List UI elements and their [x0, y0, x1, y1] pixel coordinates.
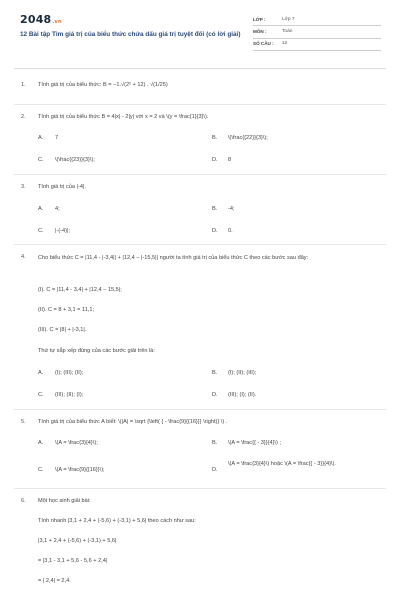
question-number: 6.	[21, 498, 26, 504]
logo-text: 2048	[20, 13, 52, 26]
solution-line: = | 2,4| = 2,4.	[38, 578, 71, 584]
option-text[interactable]: (III); (I); (II).	[228, 392, 257, 398]
question-divider	[14, 409, 386, 410]
question-text: Tính giá trị của biểu thức B = 4|x| - 2|y| với x = 2 và \(y = \frac{1}{3}\).	[38, 114, 209, 120]
option-letter[interactable]: A.	[38, 206, 44, 212]
question-text: Tính giá trị của |-4|.	[38, 184, 86, 190]
option-letter[interactable]: C.	[38, 467, 44, 473]
question-divider	[14, 174, 386, 175]
meta-row-count	[253, 39, 381, 51]
solution-line: |3,1 + 2,4 + (-5,6) + (-3,1) + 5,6|	[38, 538, 117, 544]
meta-label: LỚP :	[253, 16, 266, 22]
option-letter[interactable]: C.	[38, 392, 44, 398]
solution-step: (I). C = |11,4 - 3,4| + |12,4 – 15,5|;	[38, 287, 122, 293]
site-logo[interactable]	[20, 13, 62, 27]
option-letter[interactable]: A.	[38, 370, 44, 376]
solution-step: (III). C = |8| + |-3,1|.	[38, 327, 87, 333]
question-text: Một học sinh giải bài:	[38, 498, 91, 504]
meta-value: 12	[282, 41, 288, 47]
option-letter[interactable]: D.	[212, 467, 218, 473]
question-number: 2.	[21, 114, 26, 120]
option-text[interactable]: \(A = \frac{3}{4}\) hoặc \(A = \frac{{ - 3}}{4}\).	[228, 461, 336, 467]
document-title: 12 Bài tập Tìm giá trị của biểu thức chứa dấu giá trị tuyệt đối (có lời giải)	[20, 31, 241, 38]
option-text[interactable]: \(A = \frac{3}{4}\);	[55, 440, 98, 446]
option-letter[interactable]: B.	[212, 206, 218, 212]
page-header	[0, 0, 400, 62]
option-text[interactable]: \(\frac{{23}}{3}\);	[55, 157, 95, 163]
question-divider	[14, 244, 386, 245]
option-text[interactable]: \(\frac{{22}}{3}\);	[228, 135, 268, 141]
question-number: 3.	[21, 184, 26, 190]
option-letter[interactable]: D.	[212, 228, 218, 234]
option-text[interactable]: (I); (II); (III);	[228, 370, 257, 376]
option-text[interactable]: -4;	[228, 206, 235, 212]
header-divider	[14, 68, 386, 69]
option-text[interactable]: 0.	[228, 228, 233, 234]
option-letter[interactable]: A.	[38, 135, 44, 141]
question-text: Cho biểu thức C = |11,4 - |-3,4|| + |12,4 – |-15,5|| người ta tính giá trị của biểu thức C theo các bước sau đây:	[38, 255, 309, 261]
option-text[interactable]: 4;	[55, 206, 60, 212]
option-text[interactable]: (I); (III); (II);	[55, 370, 84, 376]
meta-label: MÔN :	[253, 28, 267, 34]
logo-suffix: .vn	[52, 19, 62, 25]
option-letter[interactable]: B.	[212, 135, 218, 141]
meta-value: Lớp 7	[282, 16, 295, 22]
meta-value: Toán	[282, 28, 293, 34]
question-text: Tính giá trị của biểu thức: B = −1.√(2² + 12) . √(1/25)	[38, 82, 168, 88]
meta-label: SỐ CÂU :	[253, 41, 274, 47]
meta-row-class	[253, 14, 381, 26]
question-text: Tính giá trị của biểu thức A biết: \(|A| = \sqrt {\left( { - \frac{9}{{16}}} \right)} \) .	[38, 419, 228, 425]
solution-line: Tính nhanh |3,1 + 2,4 + (-5,6) + (-3,1) + 5,6| theo cách như sau:	[38, 518, 196, 524]
option-letter[interactable]: C.	[38, 157, 44, 163]
option-text[interactable]: |-(-4)|;	[55, 228, 71, 234]
solution-step: (II). C = 8 + 3,1 = 11,1;	[38, 307, 95, 313]
question-number: 4.	[21, 254, 26, 260]
option-letter[interactable]: D.	[212, 157, 218, 163]
option-text[interactable]: \(A = \frac{9}{{16}}\);	[55, 467, 105, 473]
option-text[interactable]: 7	[55, 135, 59, 141]
question-number: 1.	[21, 82, 26, 88]
document-meta	[253, 14, 381, 51]
option-text[interactable]: 8	[228, 157, 232, 163]
question-divider	[14, 104, 386, 105]
question-divider	[14, 488, 386, 489]
option-text[interactable]: (III); (II); (I);	[55, 392, 84, 398]
option-letter[interactable]: A.	[38, 440, 44, 446]
option-letter[interactable]: D.	[212, 392, 218, 398]
meta-row-subject	[253, 26, 381, 38]
question-prompt: Thứ tự sắp xếp đúng của các bước giải trên là:	[38, 348, 155, 354]
option-letter[interactable]: B.	[212, 440, 218, 446]
option-text[interactable]: \(A = \frac{{ - 3}}{4}\) ;	[228, 440, 282, 446]
solution-line: = |3,1 - 3,1 + 5,6 - 5,6 + 2,4|	[38, 558, 108, 564]
option-letter[interactable]: C.	[38, 228, 44, 234]
option-letter[interactable]: B.	[212, 370, 218, 376]
question-number: 5.	[21, 419, 26, 425]
